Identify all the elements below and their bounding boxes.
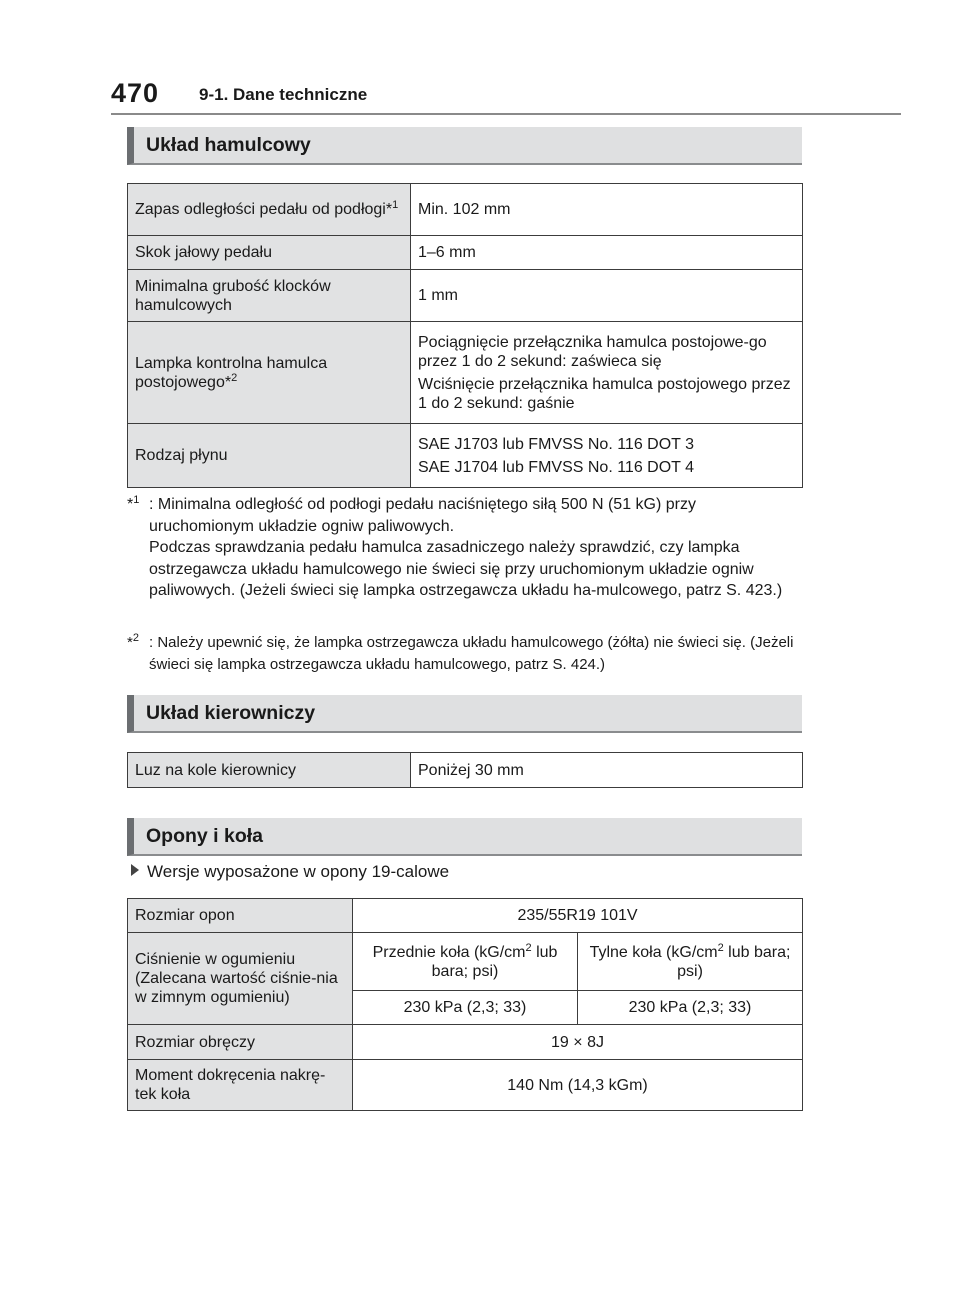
tire-size-value: 235/55R19 101V — [353, 899, 803, 933]
table-row — [128, 322, 803, 424]
page-number: 470 — [111, 78, 160, 108]
pedal-free-play-value: 1–6 mm — [411, 236, 803, 270]
brake-pedal-clearance-label: Zapas odległości pedału od podłogi*$^1$ — [128, 184, 411, 236]
steering-table — [127, 752, 803, 788]
section-steering — [127, 695, 802, 733]
section-tires — [127, 818, 802, 856]
steering-play-value: Poniżej 30 mm — [411, 753, 803, 788]
rear-pressure-value: 230 kPa (2,3; 33) — [578, 991, 803, 1025]
triangle-bullet-icon — [131, 864, 139, 876]
pad-thickness-value: 1 mm — [411, 270, 803, 322]
lug-nut-torque-label: Moment dokręcenia nakrę-tek koła — [128, 1060, 353, 1111]
table-row — [128, 1025, 803, 1060]
fluid-type-value: SAE J1703 lub FMVSS No. 116 DOT 3 SAE J1704 lub FMVSS No. 116 DOT 4 — [411, 424, 803, 488]
pedal-free-play-label: Skok jałowy pedału — [128, 236, 411, 270]
brake-table — [127, 183, 803, 488]
rim-size-label: Rozmiar obręczy — [128, 1025, 353, 1060]
tire-table — [127, 898, 803, 1111]
tire-version-bullet: Wersje wyposażone w opony 19-calowe — [131, 862, 449, 882]
table-row — [128, 1060, 803, 1111]
rear-wheels-header: Tylne koła ($kG/cm^2$ lub bara; psi) — [578, 933, 803, 991]
footnote-1: *$^1$ : Minimalna odległość od podłogi pedału naciśniętego siłą 500 N (51 kG) przy uruchomionym układzie ogniw paliwowych. Podczas sprawdzania pedału hamulca zasadniczego należy sprawdzić, czy lampka ostrzegawcza układu hamulcowego nie świeci się przy uruchomionym układzie ogniw paliwowych. (Jeżeli świeci się lampka ostrzegawcza układu ha-mulcowego, patrz S. 423.) — [127, 494, 783, 599]
section-brakes-title: Układ hamulcowy — [146, 134, 311, 156]
table-row — [128, 184, 803, 236]
table-row — [128, 270, 803, 322]
header-rule — [111, 113, 901, 115]
tire-size-label: Rozmiar opon — [128, 899, 353, 933]
section-brakes — [127, 127, 802, 165]
footnote-2: *$^2$ : Należy upewnić się, że lampka ostrzegawcza układu hamulcowego (żółta) nie świeci się. (Jeżeli świeci się lampka ostrzegawcza układu hamulcowego, patrz S. 424.) — [127, 632, 794, 673]
table-row — [128, 236, 803, 270]
section-tires-title: Opony i koła — [146, 825, 264, 847]
table-row — [128, 899, 803, 933]
chapter-title: 9-1. Dane techniczne — [199, 85, 368, 104]
brake-pedal-clearance-value: Min. 102 mm — [411, 184, 803, 236]
lug-nut-torque-value: 140 Nm (14,3 kGm) — [353, 1060, 803, 1111]
table-row — [128, 424, 803, 488]
section-steering-title: Układ kierowniczy — [146, 702, 316, 724]
table-row — [128, 753, 803, 788]
front-pressure-value: 230 kPa (2,3; 33) — [353, 991, 578, 1025]
fluid-type-label: Rodzaj płynu — [128, 424, 411, 488]
rim-size-value: 19 × 8J — [353, 1025, 803, 1060]
front-wheels-header: Przednie koła ($kG/cm^2$ lub bara; psi) — [353, 933, 578, 991]
table-row — [128, 933, 803, 991]
steering-play-label: Luz na kole kierownicy — [128, 753, 411, 788]
pad-thickness-label: Minimalna grubość klocków hamulcowych — [128, 270, 411, 322]
parking-brake-indicator-label: Lampka kontrolna hamulca postojowego*$^2$ — [128, 322, 411, 424]
parking-brake-indicator-value: Pociągnięcie przełącznika hamulca postojowe-go przez 1 do 2 sekund: zaświeca się Wciśnięcie przełącznika hamulca postojowego przez 1 do 2 sekund: gaśnie — [411, 322, 803, 424]
tire-pressure-label: Ciśnienie w ogumieniu (Zalecana wartość ciśnie-nia w zimnym ogumieniu) — [128, 933, 353, 1025]
